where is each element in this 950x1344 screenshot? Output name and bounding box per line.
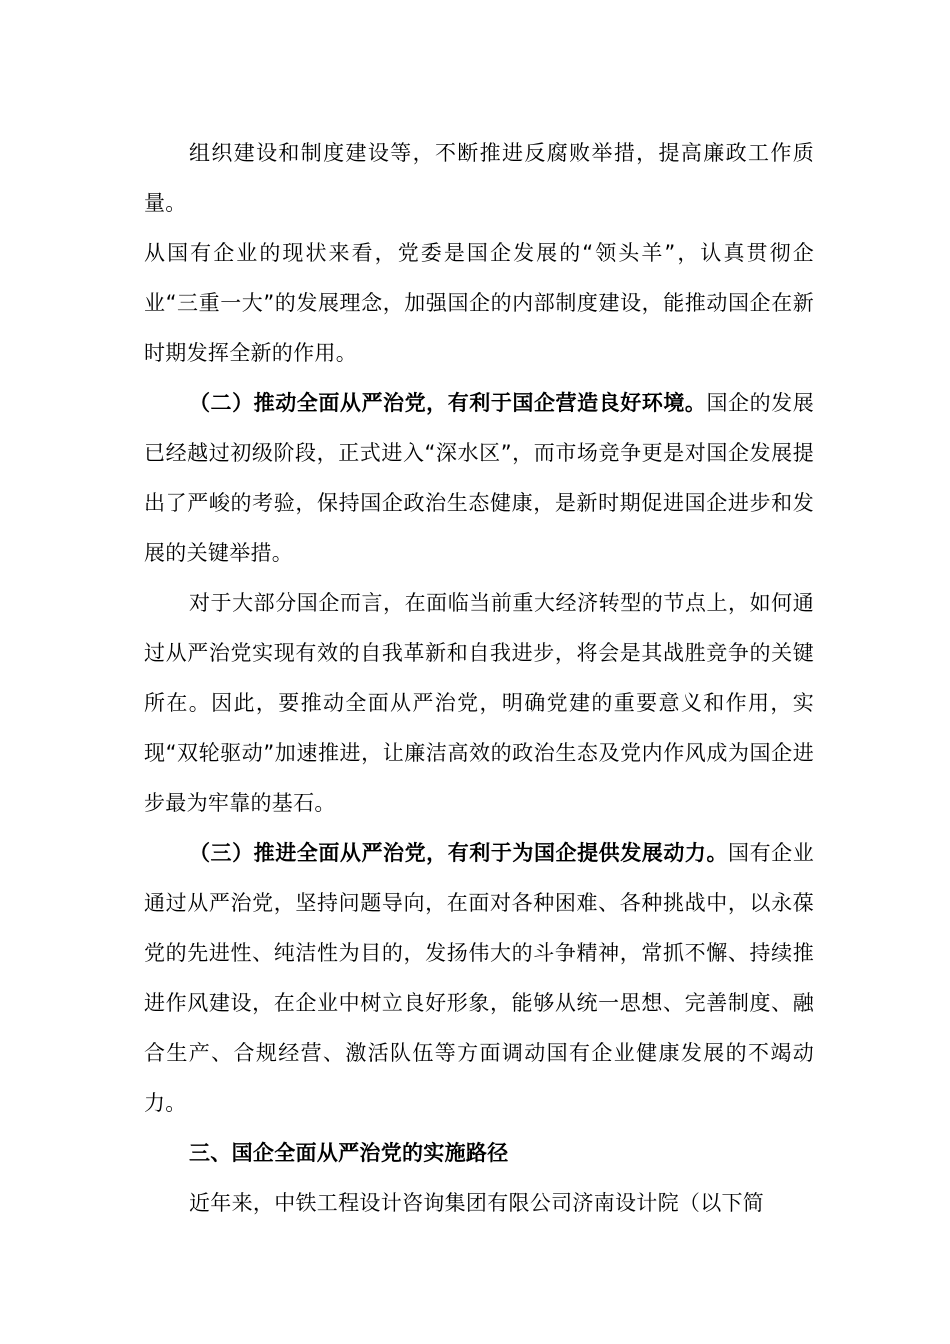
paragraph-text: 从国有企业的现状来看，党委是国企发展的“领头羊”，认真贯彻企业“三重一大”的发展理念，加强国企的内部制度建设，能推动国企在新时期发挥全新的作用。: [144, 241, 814, 365]
section-heading: 三、国企全面从严治党的实施路径: [189, 1141, 509, 1165]
paragraph-transformation: [144, 578, 814, 828]
paragraph-jinan-institute: [144, 1178, 814, 1228]
paragraph-section-three: [144, 828, 814, 1128]
paragraph-text: 组织建设和制度建设等，不断推进反腐败举措，提高廉政工作质量。: [144, 141, 814, 215]
subsection-heading: （二）推动全面从严治党，有利于国企营造良好环境。: [189, 391, 707, 415]
paragraph-text: 对于大部分国企而言，在面临当前重大经济转型的节点上，如何通过从严治党实现有效的自我革新和自我进步，将会是其战胜竞争的关键所在。因此，要推动全面从严治党，明确党建的重要意义和作用，实现“双轮驱动”加速推进，让廉洁高效的政治生态及党内作风成为国企进步最为牢靠的基石。: [144, 591, 814, 815]
paragraph-text: 国有企业通过从严治党，坚持问题导向，在面对各种困难、各种挑战中，以永葆党的先进性、纯洁性为目的，发扬伟大的斗争精神，常抓不懈、持续推进作风建设，在企业中树立良好形象，能够从统一思想、完善制度、融合生产、合规经营、激活队伍等方面调动国有企业健康发展的不竭动力。: [144, 841, 814, 1115]
paragraph-soe-status: [144, 228, 814, 378]
paragraph-text: 国企的发展已经越过初级阶段，正式进入“深水区”，而市场竞争更是对国企发展提出了严峻的考验，保持国企政治生态健康，是新时期促进国企进步和发展的关键举措。: [144, 391, 814, 565]
subsection-heading: （三）推进全面从严治党，有利于为国企提供发展动力。: [189, 841, 729, 865]
paragraph-section-two: [144, 378, 814, 578]
paragraph-text: 近年来，中铁工程设计咨询集团有限公司济南设计院（以下简: [189, 1191, 765, 1215]
paragraph-continuation: [144, 128, 814, 228]
document-body: [144, 128, 814, 1228]
